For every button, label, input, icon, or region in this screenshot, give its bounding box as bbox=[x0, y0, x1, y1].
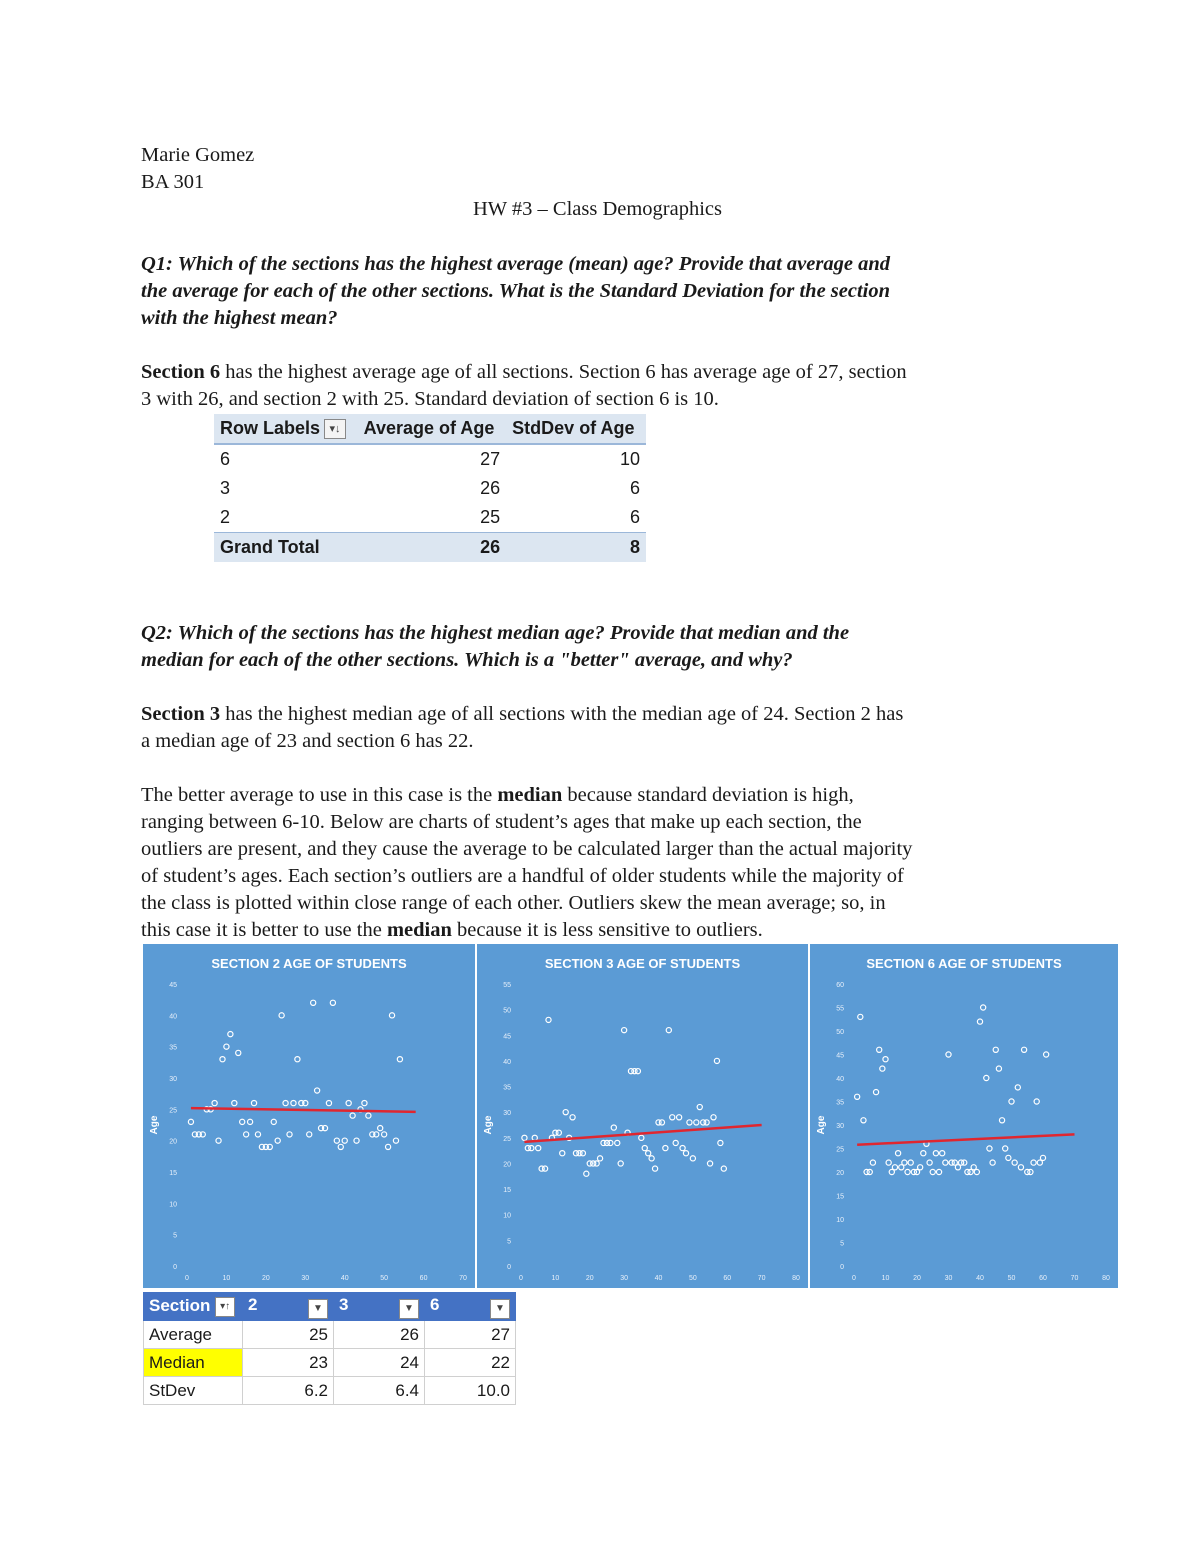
chart-section-2 bbox=[143, 944, 475, 1288]
data-point bbox=[236, 1050, 241, 1055]
y-tick-label: 0 bbox=[840, 1264, 844, 1271]
row-label: 6 bbox=[220, 449, 231, 469]
data-point bbox=[597, 1156, 602, 1161]
y-axis-label: Age bbox=[483, 1115, 494, 1135]
data-point bbox=[1040, 1155, 1045, 1160]
data-point bbox=[354, 1138, 359, 1143]
data-point bbox=[977, 1019, 982, 1024]
y-tick-label: 40 bbox=[169, 1013, 177, 1021]
data-point bbox=[1012, 1160, 1017, 1165]
data-point bbox=[940, 1151, 945, 1156]
x-tick-label: 70 bbox=[459, 1275, 467, 1282]
data-point bbox=[622, 1028, 627, 1033]
dropdown-icon[interactable]: ▼ bbox=[399, 1299, 419, 1319]
data-point bbox=[618, 1161, 623, 1166]
data-point bbox=[1034, 1099, 1039, 1104]
data-point bbox=[287, 1132, 292, 1137]
scatter-chart-section-3 bbox=[477, 944, 808, 1288]
data-point bbox=[996, 1066, 1001, 1071]
x-tick-label: 10 bbox=[551, 1275, 560, 1282]
data-point bbox=[563, 1110, 568, 1115]
x-tick-label: 30 bbox=[944, 1275, 953, 1282]
q1-answer-line-1 bbox=[141, 359, 907, 386]
q1-question-line-2: the average for each of the other sections. What is the Standard Deviation for the section bbox=[141, 280, 891, 302]
data-point bbox=[646, 1151, 651, 1156]
data-point bbox=[987, 1146, 992, 1151]
x-tick-label: 30 bbox=[301, 1275, 310, 1282]
table-row bbox=[144, 1321, 516, 1349]
cell-value: 23 bbox=[243, 1349, 334, 1377]
cell-value: 10.0 bbox=[425, 1377, 516, 1405]
data-point bbox=[244, 1132, 249, 1137]
data-point bbox=[670, 1115, 675, 1120]
data-point bbox=[886, 1160, 891, 1165]
author-name: Marie Gomez bbox=[141, 144, 255, 166]
x-tick-label: 50 bbox=[1007, 1275, 1016, 1282]
data-point bbox=[855, 1094, 860, 1099]
x-tick-label: 10 bbox=[222, 1275, 231, 1282]
data-point bbox=[275, 1138, 280, 1143]
row-label: StDev bbox=[144, 1377, 243, 1405]
data-point bbox=[1009, 1099, 1014, 1104]
x-tick-label: 80 bbox=[792, 1275, 800, 1282]
data-point bbox=[326, 1100, 331, 1105]
q1-answer-rest: has the highest average age of all sections. Section 6 has average age of 27, section bbox=[220, 361, 907, 383]
data-point bbox=[560, 1151, 565, 1156]
para-line-6: this case it is better to use the median because it is less sensitive to outliers. bbox=[141, 919, 763, 941]
std-value: 6 bbox=[629, 507, 640, 527]
data-point bbox=[608, 1140, 613, 1145]
data-point bbox=[858, 1014, 863, 1019]
y-tick-label: 35 bbox=[836, 1099, 844, 1107]
data-point bbox=[307, 1132, 312, 1137]
data-point bbox=[877, 1047, 882, 1052]
section-header[interactable]: Section ▾↑ bbox=[144, 1293, 243, 1321]
data-point bbox=[659, 1120, 664, 1125]
y-tick-label: 20 bbox=[169, 1138, 177, 1146]
pivot-table-mean bbox=[214, 414, 646, 562]
cell-value: 6.4 bbox=[334, 1377, 425, 1405]
data-point bbox=[673, 1140, 678, 1145]
avg-value: 25 bbox=[480, 507, 501, 527]
q1-question-line-1: Q1: Which of the sections has the highest average (mean) age? Provide that average and bbox=[141, 253, 890, 275]
data-point bbox=[522, 1135, 527, 1140]
row-labels-header[interactable]: Row Labels ▾↓ bbox=[214, 414, 358, 444]
dropdown-icon[interactable]: ▼ bbox=[490, 1299, 510, 1319]
grand-total-label: Grand Total bbox=[214, 533, 358, 563]
pivot-table-summary bbox=[143, 1292, 516, 1405]
trendline bbox=[191, 1108, 416, 1112]
para-line-5: the class is plotted within close range of each other. Outliers skew the mean average; so, in bbox=[141, 892, 886, 914]
x-tick-label: 10 bbox=[881, 1275, 890, 1282]
avg-value: 27 bbox=[480, 449, 501, 469]
data-point bbox=[584, 1171, 589, 1176]
median-bold: median bbox=[386, 919, 452, 941]
q2-answer-line-2: a median age of 23 and section 6 has 22. bbox=[141, 730, 474, 752]
data-point bbox=[255, 1132, 260, 1137]
data-point bbox=[677, 1115, 682, 1120]
avg-age-header: Average of Age bbox=[358, 414, 507, 444]
cell-value: 6.2 bbox=[243, 1377, 334, 1405]
y-tick-label: 20 bbox=[503, 1161, 511, 1169]
y-tick-label: 35 bbox=[503, 1084, 511, 1092]
q2-answer-bold: Section 3 bbox=[141, 703, 221, 725]
data-point bbox=[896, 1151, 901, 1156]
y-tick-label: 45 bbox=[169, 982, 177, 989]
y-tick-label: 0 bbox=[507, 1264, 511, 1271]
y-tick-label: 55 bbox=[503, 982, 511, 989]
x-tick-label: 40 bbox=[340, 1275, 349, 1282]
data-point bbox=[334, 1138, 339, 1143]
data-point bbox=[861, 1118, 866, 1123]
data-point bbox=[546, 1017, 551, 1022]
x-tick-label: 20 bbox=[261, 1275, 270, 1282]
data-point bbox=[1006, 1155, 1011, 1160]
data-point bbox=[350, 1113, 355, 1118]
data-point bbox=[694, 1120, 699, 1125]
data-point bbox=[385, 1144, 390, 1149]
sort-filter-icon[interactable]: ▾↑ bbox=[215, 1297, 235, 1317]
data-point bbox=[594, 1161, 599, 1166]
data-point bbox=[542, 1166, 547, 1171]
y-tick-label: 20 bbox=[836, 1170, 844, 1177]
document-title: HW #3 – Class Demographics bbox=[473, 198, 723, 220]
data-point bbox=[711, 1115, 716, 1120]
data-point bbox=[216, 1138, 221, 1143]
grand-total-row bbox=[214, 533, 646, 563]
x-tick-label: 50 bbox=[688, 1275, 697, 1282]
y-tick-label: 45 bbox=[503, 1033, 511, 1041]
data-point bbox=[228, 1032, 233, 1037]
data-point bbox=[389, 1013, 394, 1018]
scatter-chart-section-2 bbox=[143, 944, 475, 1288]
x-tick-label: 40 bbox=[976, 1275, 984, 1282]
data-point bbox=[342, 1138, 347, 1143]
q2-answer-line-1 bbox=[141, 701, 903, 728]
y-tick-label: 30 bbox=[169, 1076, 177, 1083]
data-point bbox=[721, 1166, 726, 1171]
data-point bbox=[283, 1100, 288, 1105]
cell-value: 25 bbox=[243, 1321, 334, 1349]
std-value: 10 bbox=[619, 449, 640, 469]
stddev-age-header: StdDev of Age bbox=[506, 414, 646, 444]
data-point bbox=[311, 1000, 316, 1005]
data-point bbox=[666, 1028, 671, 1033]
data-point bbox=[927, 1160, 932, 1165]
y-tick-label: 50 bbox=[503, 1007, 511, 1015]
para-line-3: outliers are present, and they cause the average to be calculated larger than the actual majority bbox=[141, 838, 913, 860]
x-tick-label: 40 bbox=[654, 1275, 663, 1282]
cell-value: 27 bbox=[425, 1321, 516, 1349]
q2-question-line-2: median for each of the other sections. Which is a "better" average, and why? bbox=[141, 649, 793, 671]
data-point bbox=[908, 1160, 913, 1165]
data-point bbox=[635, 1069, 640, 1074]
y-tick-label: 40 bbox=[503, 1058, 511, 1066]
y-tick-label: 10 bbox=[169, 1201, 177, 1209]
row-label: 3 bbox=[220, 478, 231, 498]
y-tick-label: 5 bbox=[507, 1238, 511, 1246]
data-point bbox=[902, 1160, 907, 1165]
data-point bbox=[918, 1165, 923, 1170]
data-point bbox=[330, 1000, 335, 1005]
data-point bbox=[397, 1057, 402, 1062]
cell-value: 22 bbox=[425, 1349, 516, 1377]
data-point bbox=[984, 1075, 989, 1080]
data-point bbox=[251, 1100, 256, 1105]
y-tick-label: 55 bbox=[836, 1005, 844, 1013]
cell-value: 26 bbox=[334, 1321, 425, 1349]
y-axis-label: Age bbox=[149, 1115, 160, 1135]
trendline bbox=[857, 1134, 1074, 1144]
table-row bbox=[214, 474, 646, 503]
x-tick-label: 0 bbox=[852, 1275, 856, 1282]
data-point bbox=[990, 1160, 995, 1165]
q1-question-line-3: with the highest mean? bbox=[141, 307, 338, 329]
x-tick-label: 60 bbox=[723, 1275, 732, 1282]
data-point bbox=[295, 1057, 300, 1062]
x-tick-label: 50 bbox=[380, 1275, 389, 1282]
data-point bbox=[697, 1104, 702, 1109]
data-point bbox=[220, 1057, 225, 1062]
data-point bbox=[870, 1160, 875, 1165]
y-tick-label: 15 bbox=[836, 1193, 844, 1201]
data-point bbox=[680, 1145, 685, 1150]
q2-question-line-1: Q2: Which of the sections has the highest median age? Provide that median and the bbox=[141, 622, 850, 644]
y-tick-label: 15 bbox=[503, 1187, 511, 1195]
data-point bbox=[921, 1151, 926, 1156]
x-tick-label: 0 bbox=[519, 1275, 523, 1282]
chart-section-3 bbox=[477, 944, 808, 1288]
data-point bbox=[382, 1132, 387, 1137]
data-point bbox=[707, 1161, 712, 1166]
data-point bbox=[883, 1057, 888, 1062]
dropdown-icon[interactable]: ▼ bbox=[308, 1299, 328, 1319]
x-tick-label: 80 bbox=[1102, 1275, 1110, 1282]
y-tick-label: 30 bbox=[503, 1110, 511, 1118]
course-code: BA 301 bbox=[141, 171, 205, 193]
data-point bbox=[188, 1119, 193, 1124]
y-tick-label: 10 bbox=[836, 1217, 844, 1224]
para-line-2: ranging between 6-10. Below are charts of student’s ages that make up each section, the bbox=[141, 811, 862, 833]
data-point bbox=[683, 1151, 688, 1156]
section-3-header[interactable]: 3 ▼ bbox=[334, 1293, 425, 1321]
section-6-header[interactable]: 6 ▼ bbox=[425, 1293, 516, 1321]
data-point bbox=[232, 1100, 237, 1105]
filter-dropdown-icon[interactable]: ▾↓ bbox=[324, 419, 346, 439]
data-point bbox=[366, 1113, 371, 1118]
data-point bbox=[943, 1160, 948, 1165]
row-label-highlighted: Median bbox=[144, 1349, 243, 1377]
data-point bbox=[1003, 1146, 1008, 1151]
y-tick-label: 45 bbox=[836, 1052, 844, 1060]
x-tick-label: 70 bbox=[757, 1275, 766, 1282]
x-tick-label: 0 bbox=[185, 1275, 189, 1282]
data-point bbox=[580, 1151, 585, 1156]
para-line-1: The better average to use in this case is the median because standard deviation is high, bbox=[141, 784, 854, 806]
data-point bbox=[873, 1090, 878, 1095]
grand-total-avg: 26 bbox=[358, 533, 507, 563]
data-point bbox=[649, 1156, 654, 1161]
data-point bbox=[532, 1135, 537, 1140]
data-point bbox=[556, 1130, 561, 1135]
y-tick-label: 35 bbox=[169, 1044, 177, 1052]
y-tick-label: 30 bbox=[836, 1123, 844, 1130]
y-tick-label: 25 bbox=[169, 1107, 177, 1115]
data-point bbox=[714, 1058, 719, 1063]
x-tick-label: 70 bbox=[1070, 1275, 1079, 1282]
chart-title: SECTION 3 AGE OF STUDENTS bbox=[544, 956, 741, 971]
y-tick-label: 15 bbox=[169, 1170, 177, 1177]
std-value: 6 bbox=[629, 478, 640, 498]
data-point bbox=[271, 1119, 276, 1124]
data-point bbox=[279, 1013, 284, 1018]
q1-answer-line-2: 3 with 26, and section 2 with 25. Standard deviation of section 6 is 10. bbox=[141, 388, 719, 410]
chart-section-6 bbox=[810, 944, 1118, 1288]
chart-title: SECTION 6 AGE OF STUDENTS bbox=[866, 956, 1062, 971]
x-tick-label: 30 bbox=[620, 1275, 629, 1282]
scatter-chart-section-6 bbox=[810, 944, 1118, 1288]
cell-value: 24 bbox=[334, 1349, 425, 1377]
data-point bbox=[362, 1100, 367, 1105]
data-point bbox=[393, 1138, 398, 1143]
data-point bbox=[687, 1120, 692, 1125]
data-point bbox=[974, 1169, 979, 1174]
x-tick-label: 60 bbox=[1039, 1275, 1047, 1282]
y-tick-label: 5 bbox=[173, 1232, 177, 1240]
data-point bbox=[981, 1005, 986, 1010]
data-point bbox=[346, 1100, 351, 1105]
data-point bbox=[1044, 1052, 1049, 1057]
data-point bbox=[930, 1169, 935, 1174]
data-point bbox=[570, 1115, 575, 1120]
data-point bbox=[615, 1140, 620, 1145]
median-bold: median bbox=[497, 784, 563, 806]
data-point bbox=[536, 1145, 541, 1150]
y-tick-label: 5 bbox=[840, 1240, 844, 1248]
section-2-header[interactable]: 2 ▼ bbox=[243, 1293, 334, 1321]
x-tick-label: 20 bbox=[585, 1275, 594, 1282]
data-point bbox=[936, 1169, 941, 1174]
data-point bbox=[933, 1151, 938, 1156]
data-point bbox=[529, 1145, 534, 1150]
table-row bbox=[214, 444, 646, 474]
data-point bbox=[1015, 1085, 1020, 1090]
q2-answer-rest: has the highest median age of all sections with the median age of 24. Section 2 has bbox=[220, 703, 904, 725]
data-point bbox=[291, 1100, 296, 1105]
x-tick-label: 20 bbox=[913, 1275, 921, 1282]
chart-title: SECTION 2 AGE OF STUDENTS bbox=[211, 956, 407, 971]
data-point bbox=[247, 1119, 252, 1124]
data-point bbox=[639, 1135, 644, 1140]
data-point bbox=[1018, 1165, 1023, 1170]
data-point bbox=[212, 1100, 217, 1105]
table-row bbox=[144, 1377, 516, 1405]
table-row bbox=[214, 503, 646, 533]
para-line-4: of student’s ages. Each section’s outliers are a handful of older students while the majority of bbox=[141, 865, 904, 887]
y-tick-label: 60 bbox=[836, 982, 844, 989]
y-tick-label: 10 bbox=[503, 1212, 511, 1220]
data-point bbox=[338, 1144, 343, 1149]
y-tick-label: 50 bbox=[836, 1029, 844, 1036]
y-tick-label: 25 bbox=[836, 1146, 844, 1154]
data-point bbox=[378, 1126, 383, 1131]
data-point bbox=[315, 1088, 320, 1093]
data-point bbox=[690, 1156, 695, 1161]
data-point bbox=[1022, 1047, 1027, 1052]
pivot-summary-header-row bbox=[144, 1293, 516, 1321]
data-point bbox=[224, 1044, 229, 1049]
data-point bbox=[880, 1066, 885, 1071]
y-tick-label: 0 bbox=[173, 1264, 177, 1271]
data-point bbox=[704, 1120, 709, 1125]
y-tick-label: 25 bbox=[503, 1135, 511, 1143]
data-point bbox=[663, 1145, 668, 1150]
data-point bbox=[892, 1165, 897, 1170]
x-tick-label: 60 bbox=[419, 1275, 428, 1282]
data-point bbox=[652, 1166, 657, 1171]
data-point bbox=[905, 1169, 910, 1174]
table-row bbox=[144, 1349, 516, 1377]
data-point bbox=[611, 1125, 616, 1130]
q1-answer-bold: Section 6 bbox=[141, 361, 221, 383]
pivot-header-row bbox=[214, 414, 646, 444]
y-tick-label: 40 bbox=[836, 1076, 844, 1083]
data-point bbox=[999, 1118, 1004, 1123]
data-point bbox=[946, 1052, 951, 1057]
y-axis-label: Age bbox=[816, 1115, 827, 1135]
data-point bbox=[240, 1119, 245, 1124]
row-label: 2 bbox=[220, 507, 231, 527]
grand-total-std: 8 bbox=[506, 533, 646, 563]
data-point bbox=[993, 1047, 998, 1052]
avg-value: 26 bbox=[480, 478, 501, 498]
data-point bbox=[642, 1145, 647, 1150]
data-point bbox=[718, 1140, 723, 1145]
row-label: Average bbox=[144, 1321, 243, 1349]
data-point bbox=[1031, 1160, 1036, 1165]
